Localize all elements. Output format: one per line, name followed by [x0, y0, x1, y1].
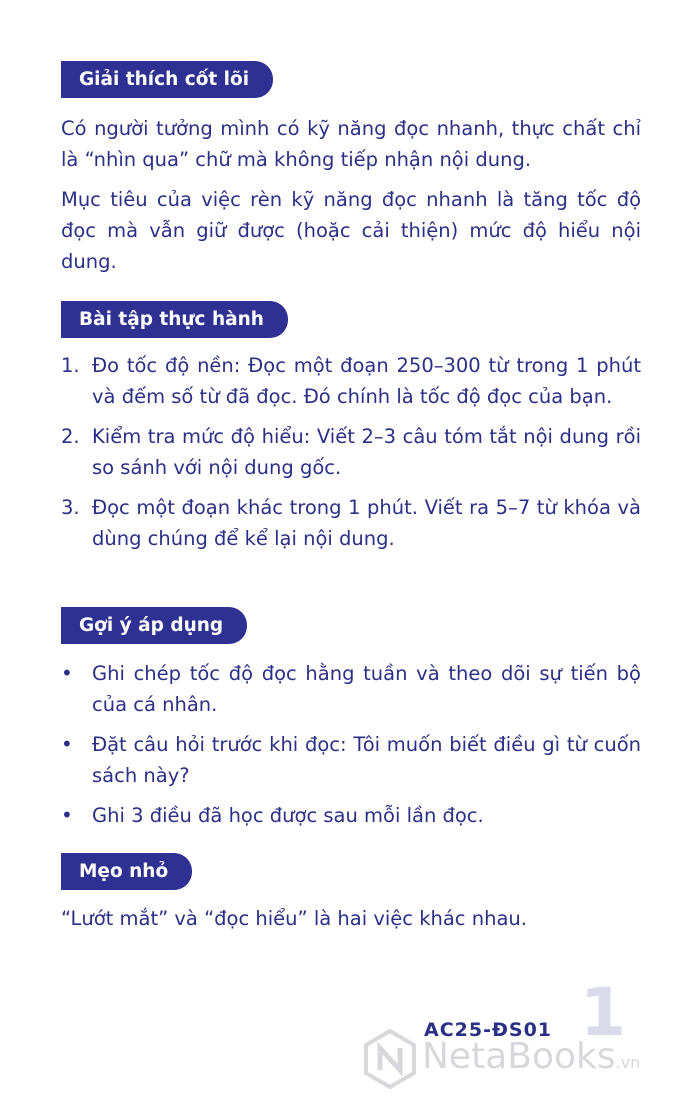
bullet-icon: • — [61, 661, 73, 685]
watermark — [362, 1028, 692, 1090]
list-item-text: Ghi 3 điều đã học được sau mỗi lần đọc. — [92, 804, 484, 827]
list-item-text: Đọc một đoạn khác trong 1 phút. Viết ra 5–7 từ khóa và dùng chúng để kể lại nội dung. — [92, 496, 641, 550]
core-paragraph-1: Có người tưởng mình có kỹ năng đọc nhanh, thực chất chỉ là “nhìn qua” chữ mà không tiếp nhận nội dung. — [61, 117, 641, 171]
list-item — [61, 800, 641, 831]
heading-practice-exercises: Bài tập thực hành — [61, 301, 288, 338]
netabooks-logo-icon — [362, 1028, 418, 1090]
list-item-text: Kiểm tra mức độ hiểu: Viết 2–3 câu tóm tắt nội dung rồi so sánh với nội dung gốc. — [92, 425, 641, 479]
list-item-text: Ghi chép tốc độ đọc hằng tuần và theo dõi sự tiến bộ của cá nhân. — [92, 662, 641, 716]
core-paragraph-2: Mục tiêu của việc rèn kỹ năng đọc nhanh là tăng tốc độ đọc mà vẫn giữ được (hoặc cải thiện) mức độ hiểu nội dung. — [61, 188, 641, 273]
bullet-icon: • — [61, 732, 73, 756]
list-item — [61, 658, 641, 720]
heading-small-tip: Mẹo nhỏ — [61, 853, 192, 890]
list-item-text: Đo tốc độ nền: Đọc một đoạn 250–300 từ trong 1 phút và đếm số từ đã đọc. Đó chính là tốc độ đọc của bạn. — [92, 354, 641, 408]
apply-list — [61, 658, 641, 831]
watermark-suffix: .vn — [615, 1053, 641, 1072]
list-item — [61, 729, 641, 791]
list-number: 2. — [61, 425, 80, 448]
list-item-text: Đặt câu hỏi trước khi đọc: Tôi muốn biết điều gì từ cuốn sách này? — [92, 733, 641, 787]
bullet-icon: • — [61, 803, 73, 827]
heading-application-tips: Gợi ý áp dụng — [61, 607, 247, 644]
document-code: AC25-ĐS01 — [424, 1019, 553, 1041]
practice-list — [61, 350, 641, 554]
list-item — [61, 421, 641, 483]
page-number: 1 — [580, 974, 626, 1051]
list-item — [61, 492, 641, 554]
tip-text: “Lướt mắt” và “đọc hiểu” là hai việc khác nhau. — [61, 907, 527, 930]
heading-core-explanation: Giải thích cốt lõi — [61, 61, 273, 98]
list-number: 3. — [61, 496, 80, 519]
watermark-brand: NetaBooks — [422, 1036, 616, 1077]
list-number: 1. — [61, 354, 80, 377]
watermark-text — [422, 1036, 640, 1077]
list-item — [61, 350, 641, 412]
